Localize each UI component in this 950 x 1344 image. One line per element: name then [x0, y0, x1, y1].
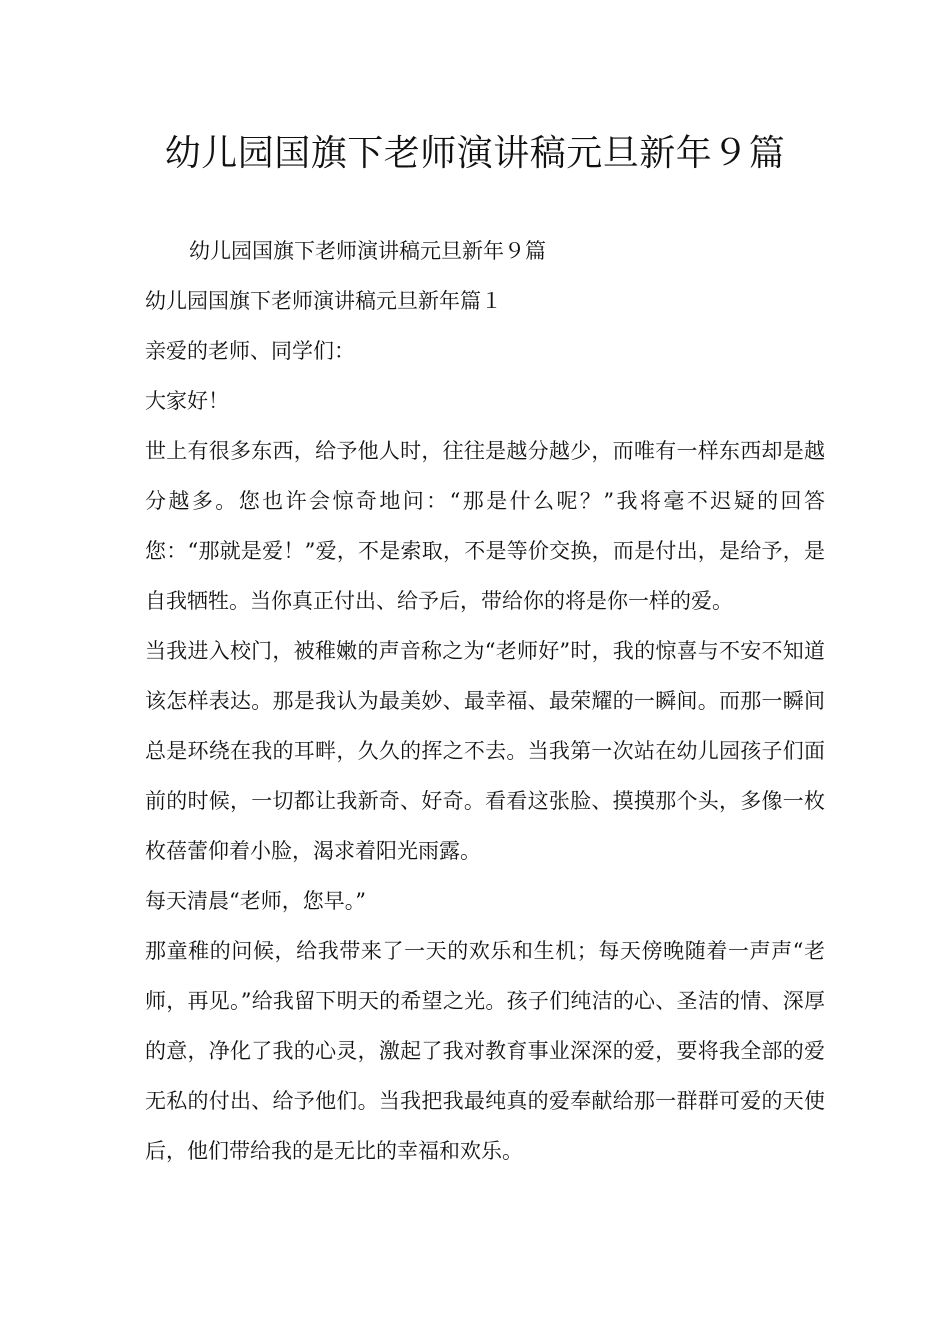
document-body — [145, 226, 825, 1176]
body-paragraph: 当我进入校门，被稚嫩的声音称之为“老师好”时，我的惊喜与不安不知道该怎样表达。那是我认为最美妙、最幸福、最荣耀的一瞬间。而那一瞬间总是环绕在我的耳畔，久久的挥之不去。当我第一次站在幼儿园孩子们面前的时候，一切都让我新奇、好奇。看看这张脸、摸摸那个头，多像一枚枚蓓蕾仰着小脸，渴求着阳光雨露。 — [145, 639, 825, 863]
body-paragraph: 那童稚的问候，给我带来了一天的欢乐和生机；每天傍晚随着一声声“老师，再见。”给我留下明天的希望之光。孩子们纯洁的心、圣洁的情、深厚的意，净化了我的心灵，激起了我对教育事业深深的爱，要将我全部的爱无私的付出、给予他们。当我把我最纯真的爱奉献给那一群群可爱的天使后，他们带给我的是无比的幸福和欢乐。 — [145, 939, 825, 1163]
body-paragraph: 每天清晨“老师，您早。” — [145, 889, 366, 913]
body-paragraph: 世上有很多东西，给予他人时，往往是越分越少，而唯有一样东西却是越分越多。您也许会惊奇地问：“那是什么呢？”我将毫不迟疑的回答您：“那就是爱！”爱，不是索取，不是等价交换，而是付出，是给予，是自我牺牲。当你真正付出、给予后，带给你的将是你一样的爱。 — [145, 439, 825, 613]
salutation-paragraph: 亲爱的老师、同学们： — [145, 339, 355, 363]
subtitle-paragraph: 幼儿园国旗下老师演讲稿元旦新年９篇 — [189, 239, 546, 263]
greeting-paragraph: 大家好！ — [145, 389, 229, 413]
section-heading: 幼儿园国旗下老师演讲稿元旦新年篇１ — [145, 289, 502, 313]
document-title: 幼儿园国旗下老师演讲稿元旦新年９篇 — [164, 133, 786, 174]
